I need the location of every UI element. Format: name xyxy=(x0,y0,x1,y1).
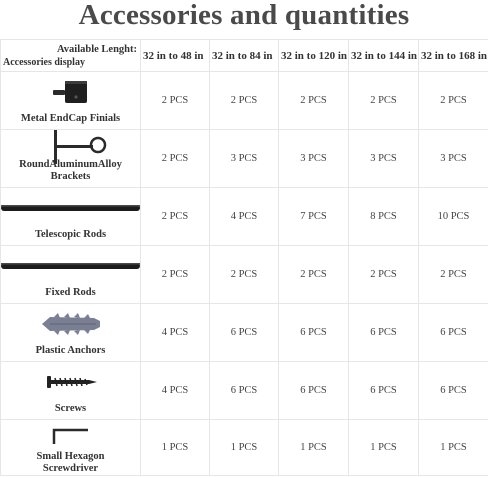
quantity-cell: 8 PCS xyxy=(349,188,419,246)
table-row xyxy=(1,188,488,246)
quantity-cell: 2 PCS xyxy=(210,246,279,304)
telescopic-rod-icon xyxy=(1,192,140,224)
length-header: 32 in to 144 in xyxy=(349,40,419,72)
accessory-name: Telescopic Rods xyxy=(34,229,107,240)
quantity-cell: 1 PCS xyxy=(349,420,419,476)
accessory-name: Screws xyxy=(54,403,87,414)
quantity-cell: 4 PCS xyxy=(141,304,210,362)
quantity-cell: 3 PCS xyxy=(279,130,349,188)
quantity-cell: 1 PCS xyxy=(210,420,279,476)
accessory-name: RoundAluminumAlloy Brackets xyxy=(19,159,122,182)
quantity-cell: 2 PCS xyxy=(279,72,349,130)
table-row xyxy=(1,246,488,304)
quantity-cell: 3 PCS xyxy=(210,130,279,188)
length-header: 32 in to 48 in xyxy=(141,40,210,72)
quantity-cell: 4 PCS xyxy=(141,362,210,420)
length-header: 32 in to 120 in xyxy=(279,40,349,72)
quantity-cell: 6 PCS xyxy=(419,362,488,420)
length-header: 32 in to 84 in xyxy=(210,40,279,72)
table-row xyxy=(1,130,488,188)
table-row xyxy=(1,420,488,476)
accessory-cell xyxy=(1,188,141,246)
table-row xyxy=(1,304,488,362)
quantity-cell: 10 PCS xyxy=(419,188,488,246)
fixed-rod-icon xyxy=(1,250,140,282)
accessories-display-label: Accessories display xyxy=(3,57,85,68)
accessory-cell xyxy=(1,304,141,362)
quantity-cell: 6 PCS xyxy=(349,304,419,362)
quantity-cell: 2 PCS xyxy=(349,246,419,304)
quantity-cell: 1 PCS xyxy=(419,420,488,476)
table-row xyxy=(1,362,488,420)
available-length-label: Available Lenght: xyxy=(56,44,137,55)
quantity-cell: 6 PCS xyxy=(279,362,349,420)
quantity-cell: 3 PCS xyxy=(349,130,419,188)
header-corner xyxy=(1,40,141,72)
screw-icon xyxy=(1,366,140,398)
page-title: Accessories and quantities xyxy=(78,0,410,31)
header-row xyxy=(1,40,488,72)
accessory-cell xyxy=(1,130,141,188)
accessory-cell xyxy=(1,362,141,420)
accessory-name: Plastic Anchors xyxy=(35,345,106,356)
quantity-cell: 2 PCS xyxy=(279,246,349,304)
accessory-name: Small Hexagon Screwdriver xyxy=(36,451,105,474)
endcap-finial-icon xyxy=(1,76,140,108)
quantity-cell: 6 PCS xyxy=(279,304,349,362)
quantity-cell: 3 PCS xyxy=(419,130,488,188)
accessory-cell xyxy=(1,420,141,476)
quantity-cell: 1 PCS xyxy=(279,420,349,476)
table-row xyxy=(1,72,488,130)
plastic-anchor-icon xyxy=(1,308,140,340)
accessory-cell xyxy=(1,246,141,304)
quantity-cell: 2 PCS xyxy=(210,72,279,130)
quantity-cell: 4 PCS xyxy=(210,188,279,246)
quantity-cell: 2 PCS xyxy=(141,246,210,304)
quantity-cell: 2 PCS xyxy=(419,246,488,304)
quantity-cell: 6 PCS xyxy=(419,304,488,362)
accessory-name: Metal EndCap Finials xyxy=(20,113,121,124)
quantity-cell: 6 PCS xyxy=(210,362,279,420)
quantity-cell: 6 PCS xyxy=(210,304,279,362)
quantity-cell: 7 PCS xyxy=(279,188,349,246)
hex-key-icon xyxy=(1,422,140,454)
quantity-cell: 2 PCS xyxy=(141,188,210,246)
quantity-cell: 2 PCS xyxy=(349,72,419,130)
quantity-cell: 6 PCS xyxy=(349,362,419,420)
quantity-cell: 2 PCS xyxy=(141,130,210,188)
length-header: 32 in to 168 in xyxy=(419,40,488,72)
quantity-cell: 1 PCS xyxy=(141,420,210,476)
quantity-cell: 2 PCS xyxy=(419,72,488,130)
accessory-name: Fixed Rods xyxy=(45,287,96,298)
quantity-cell: 2 PCS xyxy=(141,72,210,130)
accessory-cell xyxy=(1,72,141,130)
accessories-table xyxy=(0,39,488,476)
